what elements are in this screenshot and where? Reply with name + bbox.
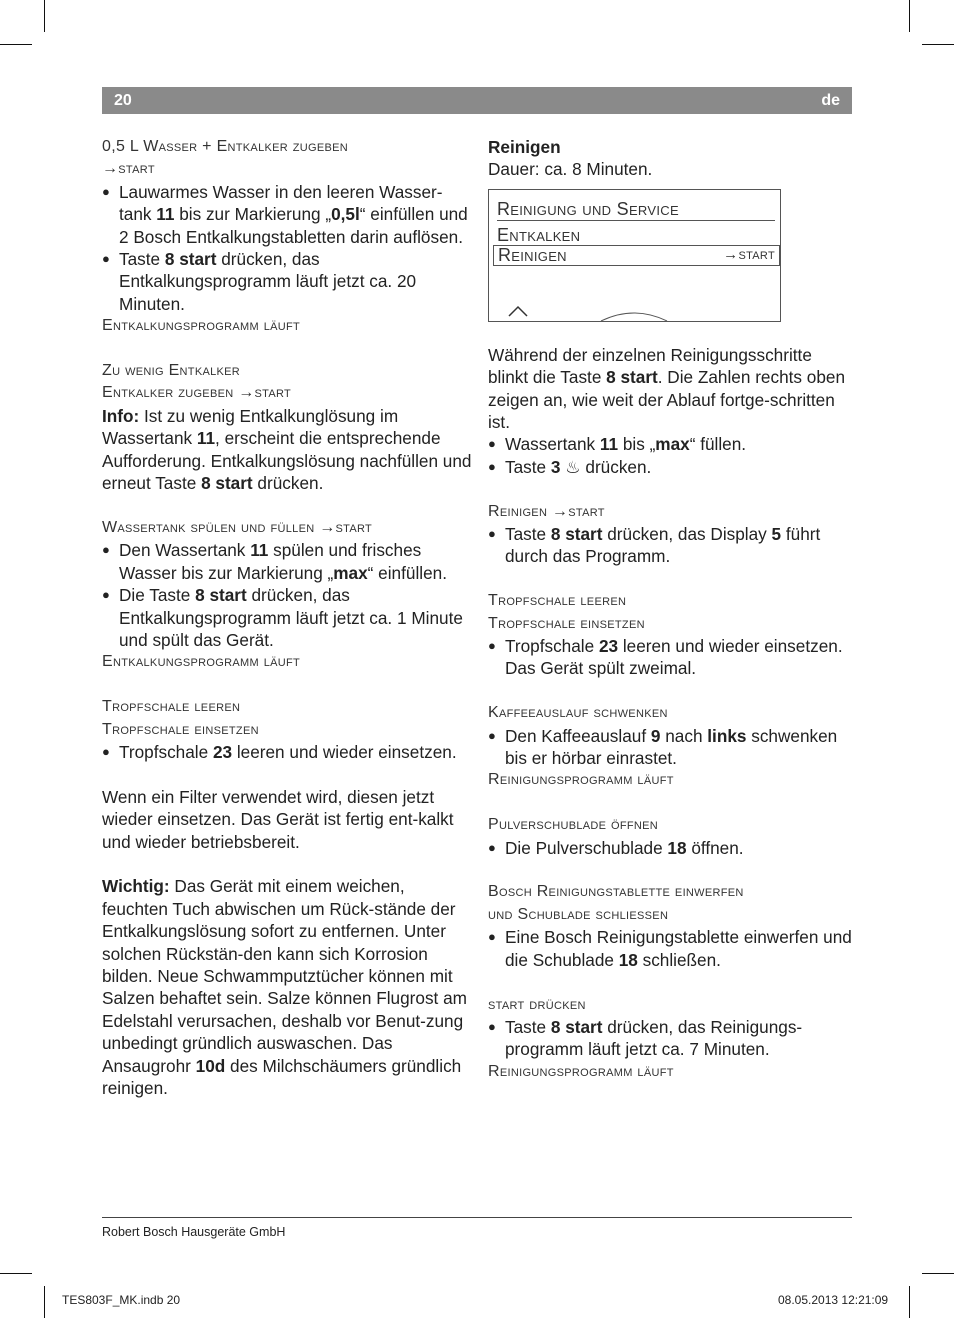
bullet-item: ● Taste 3 ♨ drücken. — [488, 456, 852, 478]
section-title: und Schublade schliessen — [488, 905, 669, 923]
page-header-bar — [102, 87, 852, 114]
section-title: Tropfschale einsetzen — [488, 614, 645, 632]
section-title: Entkalker zugeben →start — [102, 384, 292, 402]
display-item-action: →start — [723, 245, 775, 263]
print-slug-file: TES803F_MK.indb 20 — [62, 1293, 181, 1307]
section-title: Kaffeeauslauf schwenken — [488, 704, 668, 722]
footer-rule — [102, 1217, 852, 1218]
section-title: →start — [102, 160, 155, 178]
right-column — [488, 136, 852, 1083]
crop-mark — [909, 1286, 910, 1318]
display-arc — [599, 311, 669, 321]
section-title: Tropfschale leeren — [102, 698, 241, 716]
section-title: Tropfschale leeren — [488, 592, 627, 610]
section-title: 0,5 L Wasser + Entkalker zugeben — [102, 138, 349, 155]
crop-mark — [44, 1286, 45, 1318]
crop-mark — [0, 1273, 32, 1274]
section-title: Zu wenig Entkalker — [102, 362, 241, 380]
info-paragraph: Info: Ist zu wenig Entkalkunglösung im Wassertank 11, erscheint die entsprechende Aufforderung. Entkalkungslösung nachfüllen und erneut Taste 8 start drücken. — [102, 405, 472, 494]
section-heading: Reinigen — [488, 137, 561, 157]
language-code: de — [821, 92, 840, 109]
bullet-item: ● Taste 8 start drücken, das Display 5 führt durch das Programm. — [488, 523, 852, 568]
status-text: Entkalkungsprogramm läuft — [102, 317, 301, 335]
section-title: start drücken — [488, 995, 586, 1013]
bullet-item: ● Den Kaffeeauslauf 9 nach links schwenken bis er hörbar einrastet. — [488, 725, 852, 770]
footer-company: Robert Bosch Hausgeräte GmbH — [102, 1225, 286, 1239]
bullet-item: ● Wassertank 11 bis „max“ füllen. — [488, 433, 852, 455]
bullet-item: ● Die Pulverschublade 18 öffnen. — [488, 837, 852, 859]
bullet-item: ● Tropfschale 23 leeren und wieder einsetzen. Das Gerät spült zweimal. — [488, 635, 852, 680]
steam-icon: ♨ — [565, 456, 581, 477]
display-line: Entkalken — [497, 224, 581, 245]
section-title: Wassertank spülen und füllen →start — [102, 518, 373, 536]
crop-mark — [44, 0, 45, 32]
page-number: 20 — [114, 92, 132, 109]
arrow-up-icon — [507, 304, 529, 318]
print-slug-date: 08.05.2013 12:21:09 — [778, 1293, 889, 1307]
status-text: Entkalkungsprogramm läuft — [102, 653, 301, 671]
section-title: Tropfschale einsetzen — [102, 720, 259, 738]
status-text: Reinigungsprogramm läuft — [488, 771, 674, 789]
section-title: Bosch Reinigungstablette einwerfen — [488, 883, 744, 901]
bullet-item: ● Tropfschale 23 leeren und wieder einsetzen. — [102, 741, 472, 763]
bullet-item: ● Die Taste 8 start drücken, das Entkalkungsprogramm läuft jetzt ca. 1 Minute und spült das Gerät. — [102, 584, 472, 651]
bullet-item: ● Den Wassertank 11 spülen und frisches Wasser bis zur Markierung „max“ einfüllen. — [102, 539, 472, 584]
section-title: Pulverschublade öffnen — [488, 816, 659, 834]
paragraph: Während der einzelnen Reinigungsschritte blinkt die Taste 8 start. Die Zahlen rechts oben zeigen an, wie weit der Ablauf fortge-schritten ist. — [488, 344, 846, 433]
status-text: Reinigungsprogramm läuft — [488, 1062, 674, 1080]
bullet-item: ● Lauwarmes Wasser in den leeren Wasser-tank 11 bis zur Markierung „0,5l“ einfüllen und 2 Bosch Entkalkungstabletten darin auflösen. — [102, 181, 472, 248]
left-column — [102, 136, 472, 1099]
paragraph: Wenn ein Filter verwendet wird, diesen jetzt wieder einsetzen. Das Gerät ist fertig ent-kalkt und wieder betriebsbereit. — [102, 786, 454, 852]
bullet-item: ● Eine Bosch Reinigungstablette einwerfen und die Schublade 18 schließen. — [488, 926, 852, 971]
display-item-label: Reinigen — [498, 244, 567, 265]
display-line: Reinigung und Service — [497, 198, 775, 221]
display-screen — [488, 189, 781, 322]
crop-mark — [922, 1273, 954, 1274]
duration-text: Dauer: ca. 8 Minuten. — [488, 159, 653, 180]
bullet-item: ● Taste 8 start drücken, das Reinigungs-programm läuft jetzt ca. 7 Minuten. — [488, 1016, 852, 1061]
section-title: Reinigen →start — [488, 502, 605, 520]
crop-mark — [922, 44, 954, 45]
bullet-item: ● Taste 8 start drücken, das Entkalkungsprogramm läuft jetzt ca. 20 Minuten. — [102, 248, 472, 315]
crop-mark — [909, 0, 910, 32]
display-selected-line — [493, 245, 780, 266]
important-paragraph: Wichtig: Das Gerät mit einem weichen, feuchten Tuch abwischen um Rück-stände der Entkalkungslösung sofort zu entfernen. Unter solchen Rückstän-den kann sich Korrosion bilden. Neue Schwammputztücher können mit Salzen behaftet sein. Salze können Flugrost am Edelstahl verursachen, deshalb vor Benut-zung unbedingt gründlich auswaschen. Das Ansaugrohr 10d des Milchschäumers gründlich reinigen. — [102, 876, 467, 1098]
crop-mark — [0, 44, 32, 45]
